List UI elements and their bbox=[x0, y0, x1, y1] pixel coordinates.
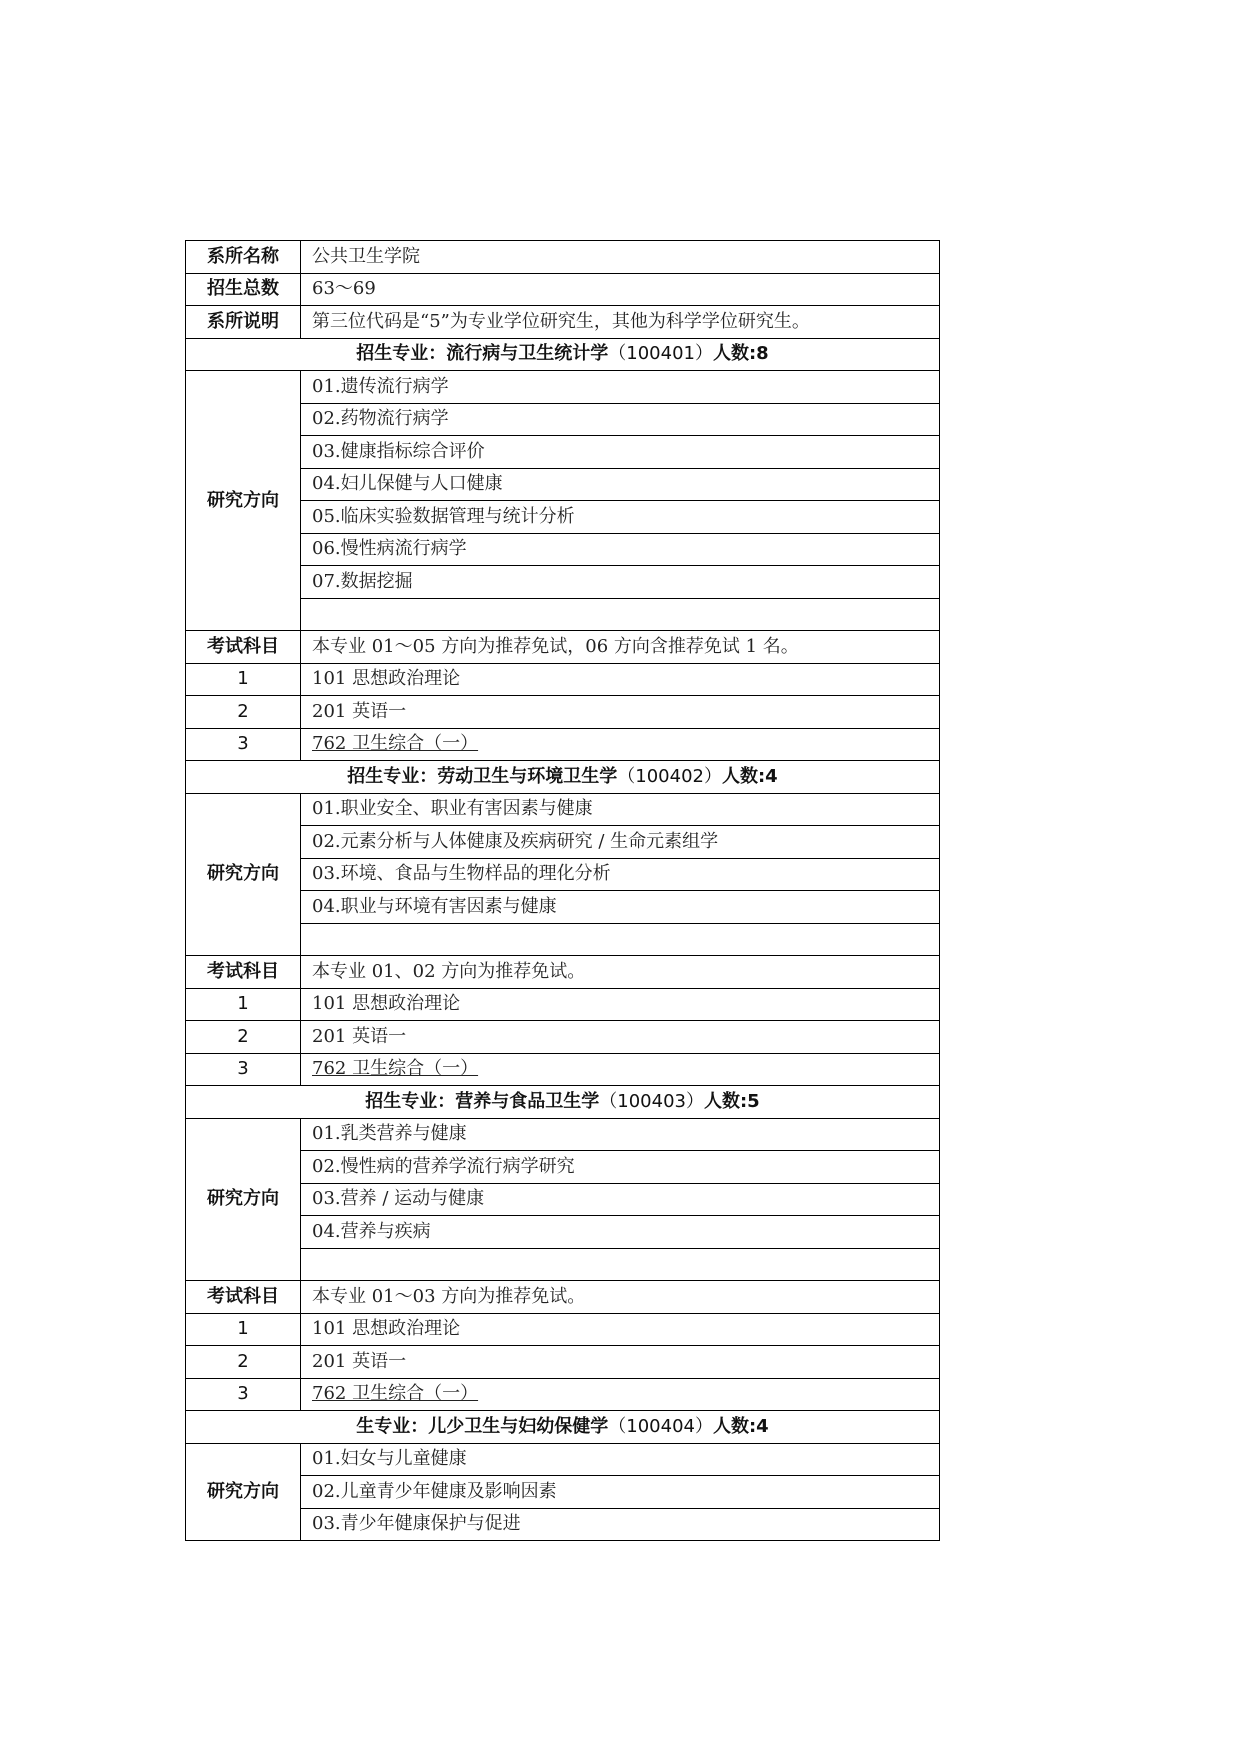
major-code: （100403） bbox=[599, 1090, 704, 1112]
subject-text: 201 英语一 bbox=[301, 696, 940, 729]
subject-row bbox=[186, 1313, 940, 1346]
dept-total-value: 63～69 bbox=[301, 273, 940, 306]
dept-total-row bbox=[186, 273, 940, 306]
exam-label: 考试科目 bbox=[186, 1281, 301, 1314]
directions-label: 研究方向 bbox=[186, 793, 301, 956]
direction-item: 01.职业安全、职业有害因素与健康 bbox=[301, 793, 940, 826]
direction-item: 04.职业与环境有害因素与健康 bbox=[301, 891, 940, 924]
major-code: （100404） bbox=[608, 1415, 713, 1437]
directions-label: 研究方向 bbox=[186, 371, 301, 631]
subject-link[interactable]: 762 卫生综合（一） bbox=[312, 733, 479, 755]
subject-text: 201 英语一 bbox=[301, 1346, 940, 1379]
exam-note: 本专业 01、02 方向为推荐免试。 bbox=[301, 956, 940, 989]
subject-cell bbox=[301, 1378, 940, 1411]
direction-row bbox=[186, 793, 940, 826]
subject-cell bbox=[301, 728, 940, 761]
exam-row bbox=[186, 1281, 940, 1314]
direction-item: 01.妇女与儿童健康 bbox=[301, 1443, 940, 1476]
direction-empty-cell bbox=[301, 598, 940, 631]
subject-num: 3 bbox=[186, 1378, 301, 1411]
subject-num: 2 bbox=[186, 696, 301, 729]
subject-text: 101 思想政治理论 bbox=[301, 988, 940, 1021]
major-title bbox=[186, 338, 940, 371]
directions-label: 研究方向 bbox=[186, 1443, 301, 1541]
major-header-row bbox=[186, 338, 940, 371]
direction-item: 03.青少年健康保护与促进 bbox=[301, 1508, 940, 1541]
direction-item: 01.遗传流行病学 bbox=[301, 371, 940, 404]
direction-item: 03.环境、食品与生物样品的理化分析 bbox=[301, 858, 940, 891]
major-prefix: 生专业：儿少卫生与妇幼保健学 bbox=[356, 1415, 609, 1437]
subject-link[interactable]: 762 卫生综合（一） bbox=[312, 1058, 479, 1080]
subject-row bbox=[186, 1021, 940, 1054]
direction-item: 07.数据挖掘 bbox=[301, 566, 940, 599]
subject-row bbox=[186, 728, 940, 761]
major-count: 人数:5 bbox=[703, 1090, 760, 1112]
major-header-row bbox=[186, 1411, 940, 1444]
major-prefix: 招生专业：营养与食品卫生学 bbox=[365, 1090, 600, 1112]
dept-name-label: 系所名称 bbox=[186, 241, 301, 274]
subject-row bbox=[186, 696, 940, 729]
major-code: （100401） bbox=[608, 343, 713, 365]
subject-cell bbox=[301, 1053, 940, 1086]
direction-empty-cell bbox=[301, 1248, 940, 1281]
direction-item: 03.健康指标综合评价 bbox=[301, 436, 940, 469]
direction-empty-cell bbox=[301, 923, 940, 956]
major-prefix: 招生专业：流行病与卫生统计学 bbox=[356, 343, 609, 365]
exam-label: 考试科目 bbox=[186, 956, 301, 989]
exam-label: 考试科目 bbox=[186, 631, 301, 664]
direction-item: 02.儿童青少年健康及影响因素 bbox=[301, 1476, 940, 1509]
direction-item: 03.营养 / 运动与健康 bbox=[301, 1183, 940, 1216]
major-title bbox=[186, 1086, 940, 1119]
major-header-row bbox=[186, 1086, 940, 1119]
subject-row bbox=[186, 1378, 940, 1411]
major-count: 人数:4 bbox=[712, 1415, 769, 1437]
direction-item: 05.临床实验数据管理与统计分析 bbox=[301, 501, 940, 534]
exam-row bbox=[186, 631, 940, 664]
major-title bbox=[186, 1411, 940, 1444]
dept-note-row bbox=[186, 306, 940, 339]
direction-row bbox=[186, 1118, 940, 1151]
subject-num: 1 bbox=[186, 663, 301, 696]
direction-item: 06.慢性病流行病学 bbox=[301, 533, 940, 566]
major-count: 人数:4 bbox=[721, 765, 778, 787]
major-code: （100402） bbox=[617, 765, 722, 787]
subject-text: 201 英语一 bbox=[301, 1021, 940, 1054]
subject-row bbox=[186, 1053, 940, 1086]
directions-label: 研究方向 bbox=[186, 1118, 301, 1281]
direction-item: 02.慢性病的营养学流行病学研究 bbox=[301, 1151, 940, 1184]
subject-num: 3 bbox=[186, 1053, 301, 1086]
exam-note: 本专业 01～05 方向为推荐免试，06 方向含推荐免试 1 名。 bbox=[301, 631, 940, 664]
subject-num: 2 bbox=[186, 1346, 301, 1379]
direction-item: 04.营养与疾病 bbox=[301, 1216, 940, 1249]
subject-row bbox=[186, 1346, 940, 1379]
direction-item: 02.药物流行病学 bbox=[301, 403, 940, 436]
direction-row bbox=[186, 1443, 940, 1476]
dept-note-label: 系所说明 bbox=[186, 306, 301, 339]
subject-num: 2 bbox=[186, 1021, 301, 1054]
major-count: 人数:8 bbox=[712, 343, 769, 365]
subject-row bbox=[186, 988, 940, 1021]
subject-text: 101 思想政治理论 bbox=[301, 663, 940, 696]
major-header-row bbox=[186, 761, 940, 794]
dept-note-value: 第三位代码是“5”为专业学位研究生，其他为科学学位研究生。 bbox=[301, 306, 940, 339]
subject-link[interactable]: 762 卫生综合（一） bbox=[312, 1383, 479, 1405]
direction-item: 01.乳类营养与健康 bbox=[301, 1118, 940, 1151]
major-title bbox=[186, 761, 940, 794]
major-prefix: 招生专业：劳动卫生与环境卫生学 bbox=[347, 765, 618, 787]
subject-text: 101 思想政治理论 bbox=[301, 1313, 940, 1346]
subject-row bbox=[186, 663, 940, 696]
dept-name-value: 公共卫生学院 bbox=[301, 241, 940, 274]
dept-name-row bbox=[186, 241, 940, 274]
dept-total-label: 招生总数 bbox=[186, 273, 301, 306]
direction-item: 04.妇儿保健与人口健康 bbox=[301, 468, 940, 501]
admissions-table bbox=[185, 240, 940, 1541]
direction-row bbox=[186, 371, 940, 404]
subject-num: 1 bbox=[186, 988, 301, 1021]
subject-num: 3 bbox=[186, 728, 301, 761]
subject-num: 1 bbox=[186, 1313, 301, 1346]
exam-note: 本专业 01～03 方向为推荐免试。 bbox=[301, 1281, 940, 1314]
exam-row bbox=[186, 956, 940, 989]
direction-item: 02.元素分析与人体健康及疾病研究 / 生命元素组学 bbox=[301, 826, 940, 859]
